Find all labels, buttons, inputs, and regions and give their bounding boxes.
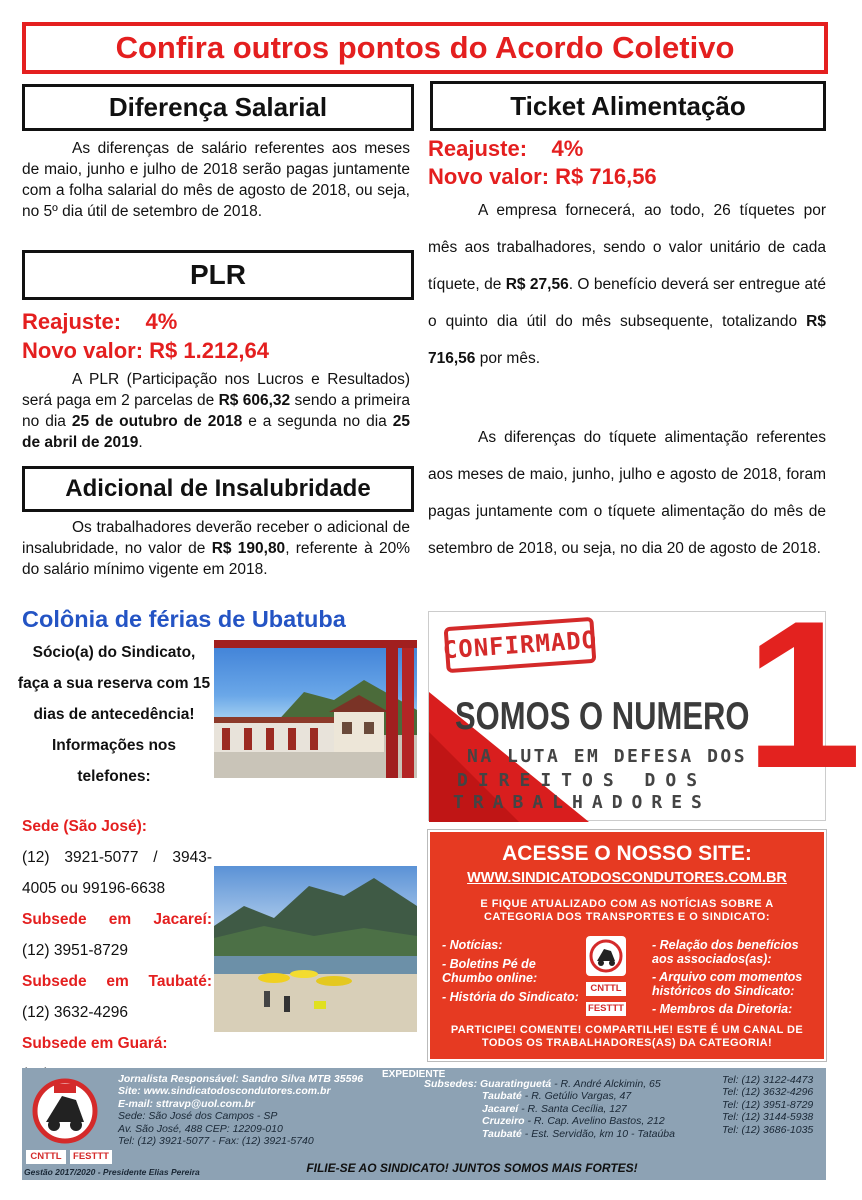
- colonia-building-photo: [214, 640, 417, 778]
- plr-data-1: 25 de outubro de 2018: [71, 413, 243, 430]
- site-left-list: [442, 938, 582, 1004]
- subsede-row: [424, 1111, 824, 1128]
- plr-text-2: sendo a primeira no dia: [22, 392, 411, 430]
- plr-text: [22, 369, 410, 453]
- expediente-title: EXPEDIENTE: [382, 1069, 446, 1080]
- subsede-row: [424, 1074, 824, 1090]
- site-logo-cnttl: CNTTL: [586, 982, 626, 996]
- ticket-novo-valor: Novo valor: R$ 716,56: [428, 164, 657, 189]
- subsede-endereco: - R. André Alckimin, 65: [551, 1078, 661, 1090]
- expediente-footer: [22, 1068, 826, 1180]
- site-right-list: [652, 938, 822, 1016]
- site-item-historia[interactable]: - História do Sindicato:: [442, 990, 579, 1004]
- subsede-cidade: Subsedes: Guaratinguetá: [424, 1078, 552, 1090]
- site-item-arquivo[interactable]: - Arquivo com momentos históricos do Sindicato:: [652, 970, 803, 998]
- subsede-endereco: - R. Santa Cecília, 127: [518, 1102, 627, 1115]
- ubatuba-beach-photo: [214, 866, 417, 1032]
- expediente-tel: Tel: (12) 3921-5077 - Fax: (12) 3921-5740: [118, 1135, 314, 1148]
- subsede-tel: Tel: (12) 3122-4473: [722, 1074, 814, 1086]
- site-panel-title: ACESSE O NOSSO SITE:: [502, 842, 752, 865]
- confirmado-stamp-text: CONFIRMADO: [441, 625, 599, 665]
- guara-label: Subsede em Guará:: [22, 1035, 168, 1052]
- site-logo-sindicato: [586, 936, 626, 976]
- subsede-tel: Tel: (12) 3144-5938: [722, 1111, 814, 1124]
- building-illustration: [214, 640, 417, 778]
- site-subtitle: E FIQUE ATUALIZADO COM AS NOTÍCIAS SOBRE A CATEGORIA DOS TRANSPORTES E O SINDICATO:: [480, 898, 774, 923]
- plr-valor: R$ 606,32: [218, 392, 291, 409]
- banner-headline: SOMOS O NUMERO: [455, 694, 750, 738]
- expediente-gestao: Gestão 2017/2020 - Presidente Elias Pereira: [24, 1167, 200, 1177]
- taubate-phone: (12) 3632-4296: [22, 1004, 128, 1021]
- ticket-paragraph-1: [428, 192, 826, 377]
- plr-novo-valor: Novo valor: R$ 1.212,64: [22, 338, 270, 363]
- plr-box: [22, 250, 414, 300]
- ticket-p1-a: A empresa fornecerá, ao todo, 26 tíquetes por mês aos trabalhadores, sendo o valor unitário de cada tíquete, de: [428, 202, 826, 293]
- expediente-endereco: Av. São José, 488 CEP: 12209-010: [118, 1122, 283, 1135]
- expediente-logo-cnttl: CNTTL: [26, 1150, 66, 1164]
- subsede-tel: Tel: (12) 3686-1035: [722, 1123, 814, 1136]
- subsede-row: [424, 1123, 824, 1140]
- insalubridade-box: [22, 466, 414, 512]
- site-logo-festtt: FESTTT: [586, 1002, 626, 1016]
- colonia-title: Colônia de férias de Ubatuba: [22, 606, 346, 632]
- plr-title: PLR: [190, 259, 246, 290]
- subsede-tel: Tel: (12) 3632-4296: [722, 1086, 814, 1099]
- subsede-endereco: - Est. Servidão, km 10 - Tataúba: [521, 1127, 675, 1140]
- diferenca-salarial-box: [22, 84, 414, 131]
- site-item-boletins[interactable]: - Boletins Pé de Chumbo online:: [442, 957, 538, 985]
- site-panel: [428, 830, 826, 1061]
- banner-line-3: TRABALHADORES: [453, 792, 711, 813]
- insalubridade-text: [22, 517, 410, 580]
- subsede-cidade: Taubaté: [482, 1127, 522, 1140]
- banner-line-1: NA LUTA EM DEFESA DOS: [467, 746, 748, 767]
- jacarei-label: Subsede em Jacareí:: [22, 911, 212, 928]
- subsede-endereco: - R. Cap. Avelino Bastos, 212: [524, 1115, 665, 1128]
- plr-text-1: A PLR (Participação nos Lucros e Resultados) será paga em 2 parcelas de: [22, 371, 410, 409]
- ticket-reajuste: Reajuste: 4%: [428, 136, 584, 161]
- colonia-sede: [22, 811, 212, 1090]
- ticket-p1-total: R$ 716,56: [428, 313, 826, 367]
- ticket-p1-b: . O benefício deverá ser entregue até o quinto dia útil do mês subsequente, totalizando: [428, 276, 826, 330]
- expediente-subsedes: [424, 1074, 824, 1140]
- plr-data-2: 25 de abril de 2019: [22, 413, 410, 451]
- expediente-logo-sindicato: [32, 1078, 98, 1144]
- plr-reajuste: Reajuste: 4%: [22, 309, 178, 334]
- sindicato-logo-icon: [589, 939, 623, 973]
- page-title: Confira outros pontos do Acordo Coletivo: [115, 30, 735, 65]
- site-item-diretoria[interactable]: - Membros da Diretoria:: [652, 1002, 793, 1016]
- expediente-info: [118, 1073, 363, 1147]
- expediente-email[interactable]: E-mail: sttravp@uol.com.br: [118, 1097, 255, 1110]
- sede-phones: (12) 3921-5077 / 3943-4005 ou 99196-6638: [22, 849, 212, 897]
- plr-text-4: .: [138, 434, 143, 451]
- expediente-jornalista: Jornalista Responsável: Sandro Silva MTB 35596: [118, 1073, 364, 1085]
- diferenca-salarial-title: Diferença Salarial: [108, 92, 328, 122]
- subsede-cidade: Cruzeiro: [482, 1115, 525, 1128]
- subsede-cidade: Taubaté: [482, 1090, 522, 1103]
- site-url-link[interactable]: WWW.SINDICATODOSCONDUTORES.COM.BR: [467, 870, 787, 886]
- insalubridade-text-1: Os trabalhadores deverão receber o adicional de insalubridade, no valor de: [22, 519, 410, 557]
- ticket-box: [430, 81, 826, 131]
- site-call-to-action: PARTICIPE! COMENTE! COMPARTILHE! ESTE É UM CANAL DE TODOS OS TRABALHADORES(AS) DA CATEGORIA!: [450, 1024, 804, 1049]
- ticket-p1-valor: R$ 27,56: [505, 276, 569, 293]
- banner-line-2: DIREITOS DOS: [457, 770, 708, 791]
- insalubridade-title: Adicional de Insalubridade: [65, 475, 371, 502]
- sede-label: Sede (São José):: [22, 818, 147, 835]
- site-item-noticias[interactable]: - Notícias:: [442, 938, 503, 952]
- subsede-cidade: Jacareí: [482, 1102, 519, 1115]
- subsede-row: [424, 1098, 824, 1115]
- colonia-intro: Sócio(a) do Sindicato, faça a sua reserva com 15 dias de antecedência! Informações nos telefones:: [17, 644, 211, 785]
- insalubridade-text-2: , referente à 20% do salário mínimo vigente em 2018.: [22, 540, 410, 578]
- sindicato-logo-icon: [32, 1078, 98, 1144]
- banner-big-number: 1: [745, 577, 862, 812]
- ticket-paragraph-2: As diferenças do tíquete alimentação referentes aos meses de maio, junho, julho e agosto de 2018, foram pagas juntamente com o tíquete alimentação do mês de setembro de 2018, ou seja, no dia 20 de agosto de 2018.: [428, 429, 826, 557]
- subsede-endereco: - R. Getúlio Vargas, 47: [521, 1090, 632, 1103]
- ticket-title: Ticket Alimentação: [510, 91, 746, 121]
- expediente-site[interactable]: Site: www.sindicatodoscondutores.com.br: [118, 1085, 331, 1098]
- expediente-sede: Sede: São José dos Campos - SP: [118, 1110, 278, 1123]
- jacarei-phone: (12) 3951-8729: [22, 942, 128, 959]
- plr-text-3: e a segunda no dia: [242, 413, 393, 430]
- numero-um-banner: [428, 577, 862, 821]
- diferenca-salarial-text: As diferenças de salário referentes aos meses de maio, junho e julho de 2018 serão pagas juntamente com a folha salarial do mês de agosto de 2018, ou seja, no 5º dia útil de setembro de 2018.: [22, 140, 410, 220]
- taubate-label: Subsede em Taubaté:: [22, 973, 212, 990]
- site-item-beneficios[interactable]: - Relação dos benefícios aos associados(as):: [652, 938, 799, 966]
- subsede-tel: Tel: (12) 3951-8729: [722, 1098, 814, 1111]
- expediente-logo-festtt: FESTTT: [70, 1150, 112, 1164]
- expediente-slogan: FILIE-SE AO SINDICATO! JUNTOS SOMOS MAIS FORTES!: [306, 1161, 638, 1175]
- beach-illustration: [214, 866, 417, 1032]
- insalubridade-valor: R$ 190,80: [211, 540, 286, 557]
- ticket-p1-c: por mês.: [475, 350, 541, 367]
- subsede-row: [424, 1086, 824, 1103]
- page-title-box: [22, 22, 828, 74]
